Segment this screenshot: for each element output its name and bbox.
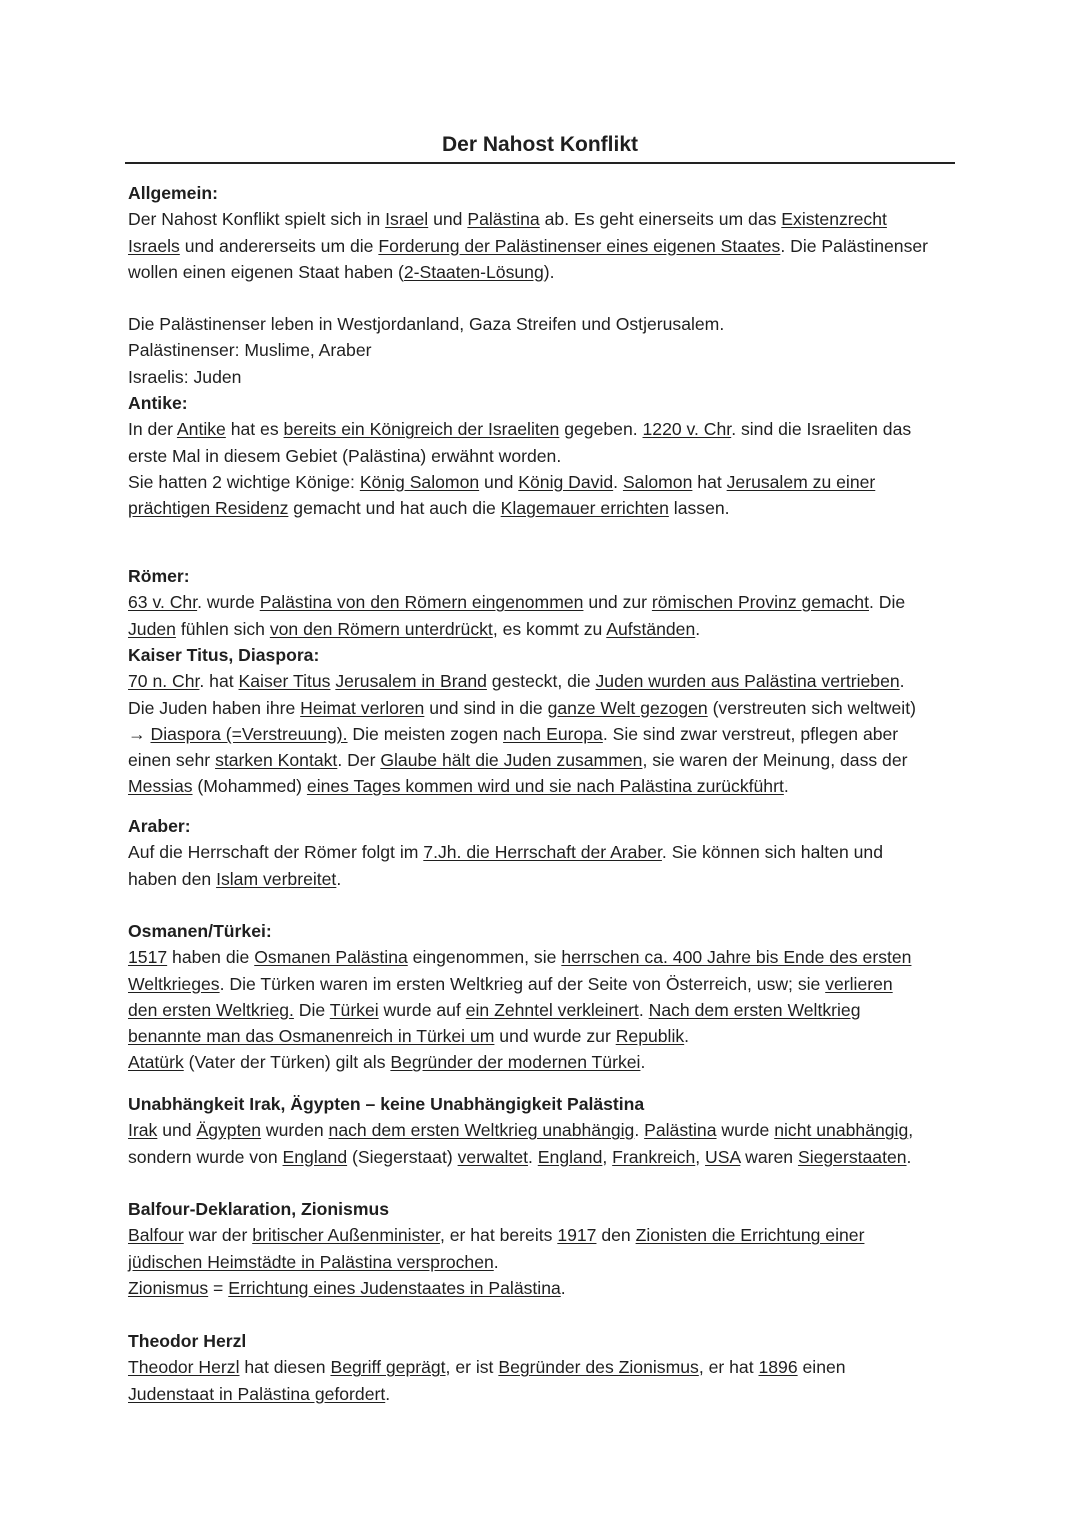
underlined-term: Juden (128, 618, 176, 639)
text-segment: . (336, 868, 342, 889)
text-line (128, 259, 958, 285)
text-segment: Auf die Herrschaft der Römer folgt im (128, 842, 424, 863)
underlined-term: 2-Staaten-Lösung (403, 261, 544, 282)
text-line (128, 1381, 958, 1407)
text-segment: . Sie sind zwar verstreut, pflegen aber (602, 723, 899, 744)
underlined-term: Balfour (128, 1225, 184, 1246)
text-segment: wurden (261, 1120, 329, 1141)
underlined-term: Israel (385, 209, 429, 230)
underlined-term: Salomon (622, 471, 693, 492)
underlined-term: Errichtung eines Judenstaates in Palästina (228, 1277, 561, 1298)
text-segment: . (638, 999, 649, 1020)
text-segment: , es kommt zu (492, 618, 607, 639)
text-line (128, 1144, 958, 1170)
underlined-term: Begriff geprägt (330, 1357, 446, 1378)
text-line (128, 206, 958, 232)
section (128, 918, 958, 1076)
section-heading: Osmanen/Türkei: (128, 921, 272, 941)
section-text (128, 642, 958, 800)
text-segment: wurde (716, 1120, 775, 1141)
text-segment: Die (293, 999, 330, 1020)
text-segment: gemacht und hat auch die (288, 498, 501, 519)
text-segment: . (899, 671, 905, 692)
text-segment: . (906, 1146, 912, 1167)
underlined-term: 7.Jh. die Herrschaft der Araber (423, 842, 662, 863)
section-heading: Kaiser Titus, Diaspora: (128, 645, 320, 665)
text-segment: . (684, 1026, 690, 1047)
text-line (128, 1222, 958, 1248)
underlined-term: Palästina (467, 209, 540, 230)
underlined-term: römischen Provinz gemacht (651, 592, 869, 613)
underlined-term: 1220 v. Chr (642, 419, 732, 440)
underlined-term: starken Kontakt (215, 750, 338, 771)
underlined-term: nach Europa (503, 723, 603, 744)
text-line (128, 773, 958, 799)
text-segment: . Die (869, 592, 906, 613)
section-text (128, 1196, 958, 1301)
underlined-term: Ägypten (196, 1120, 262, 1141)
text-line (128, 721, 958, 747)
underlined-term: Zionismus (128, 1277, 209, 1298)
section-text (128, 180, 958, 285)
text-segment: . (560, 1277, 566, 1298)
text-segment: und (157, 1120, 197, 1141)
text-segment: , er hat (698, 1357, 759, 1378)
text-segment: erste Mal in diesem Gebiet (Palästina) erwähnt worden. (128, 445, 562, 466)
underlined-term: benannte man das Osmanenreich in Türkei um (128, 1026, 495, 1047)
underlined-term: England (282, 1146, 348, 1167)
text-segment: , er ist (445, 1357, 499, 1378)
text-segment: den (596, 1225, 636, 1246)
section-text (128, 1328, 958, 1407)
text-segment: wollen einen eigenen Staat haben ( (128, 261, 404, 282)
text-segment: und andererseits um die (179, 235, 379, 256)
text-segment: . Der (337, 750, 381, 771)
text-segment: (Vater der Türken) gilt als (183, 1052, 391, 1073)
section-text (128, 390, 958, 521)
section (128, 180, 958, 285)
underlined-term: Jerusalem in Brand (335, 671, 487, 692)
text-segment: Die Palästinenser leben in Westjordanland, Gaza Streifen und Ostjerusalem. (128, 314, 725, 334)
text-segment: ab. Es geht einerseits um das (539, 209, 782, 230)
underlined-term: Irak (128, 1120, 158, 1141)
text-segment: . Die Palästinenser (780, 235, 929, 256)
text-line (128, 616, 958, 642)
text-line (128, 495, 958, 521)
underlined-term: Atatürk (128, 1052, 184, 1073)
section-text (128, 918, 958, 1076)
underlined-term: Nach dem ersten Weltkrieg (648, 999, 861, 1020)
section (128, 390, 958, 521)
text-segment: . (695, 618, 701, 639)
underlined-term: jüdischen Heimstädte in Palästina versprochen (128, 1251, 494, 1272)
underlined-term: Forderung der Palästinenser eines eigenen Staates (378, 235, 781, 256)
underlined-term: Zionisten die Errichtung einer (635, 1225, 865, 1246)
text-segment: wurde auf (378, 999, 466, 1020)
text-line (128, 233, 958, 259)
underlined-term: Glaube hält die Juden zusammen (380, 750, 643, 771)
text-segment: Israelis: Juden (128, 366, 242, 387)
underlined-term: Theodor Herzl (128, 1357, 240, 1378)
text-line (128, 747, 958, 773)
underlined-term: nach dem ersten Weltkrieg unabhängig (328, 1120, 635, 1141)
text-segment: , (602, 1146, 613, 1167)
underlined-term: Begründer der modernen Türkei (390, 1052, 641, 1073)
text-segment: waren (740, 1146, 798, 1167)
text-segment: fühlen sich (175, 618, 270, 639)
text-segment: war der (183, 1225, 253, 1246)
underlined-term: 1917 (557, 1225, 597, 1246)
underlined-term: nicht unabhängig (774, 1120, 909, 1141)
section-heading: Theodor Herzl (128, 1331, 247, 1351)
text-segment: (verstreuten sich weltweit) (707, 697, 916, 718)
underlined-term: Osmanen Palästina (254, 947, 408, 968)
underlined-term: USA (705, 1146, 741, 1167)
text-segment: Sie hatten 2 wichtige Könige: (128, 471, 360, 492)
text-line (128, 1117, 958, 1143)
text-segment: lassen. (668, 498, 730, 519)
section-heading: Allgemein: (128, 183, 218, 203)
text-line (128, 695, 958, 721)
section-heading: Unabhängkeit Irak, Ägypten – keine Unabhängigkeit Palästina (128, 1094, 645, 1114)
text-line (128, 1023, 958, 1049)
underlined-term: 1517 (128, 947, 168, 968)
text-segment: sondern wurde von (128, 1146, 283, 1167)
text-segment: . (385, 1383, 391, 1404)
text-segment: . sind die Israeliten das (731, 419, 912, 440)
underlined-term: Türkei (329, 999, 379, 1020)
underlined-term: Frankreich (612, 1146, 696, 1167)
section-heading: Römer: (128, 566, 190, 586)
underlined-term: verwaltet (457, 1146, 529, 1167)
text-line (128, 839, 958, 865)
text-segment: . (613, 471, 623, 492)
underlined-term: Palästina von den Römern eingenommen (259, 592, 584, 613)
text-line (128, 1354, 958, 1380)
underlined-term: eines Tages kommen wird und sie nach Palästina zurückführt (306, 776, 784, 797)
text-segment: . (528, 1146, 538, 1167)
underlined-term: Palästina (644, 1120, 717, 1141)
text-segment: haben den (128, 868, 217, 889)
text-segment: einen sehr (128, 750, 216, 771)
section (128, 1196, 958, 1301)
page-title: Der Nahost Konflikt (441, 133, 638, 156)
section (128, 563, 958, 642)
text-segment: und zur (583, 592, 652, 613)
section (128, 642, 958, 800)
underlined-term: Klagemauer errichten (500, 498, 669, 519)
section (128, 1091, 958, 1170)
underlined-term: England (537, 1146, 603, 1167)
underlined-term: König David (518, 471, 614, 492)
underlined-term: 1896 (758, 1357, 798, 1378)
section-heading: Araber: (128, 816, 191, 836)
text-line (128, 337, 958, 363)
text-segment: und wurde zur (494, 1026, 616, 1047)
underlined-term: Begründer des Zionismus (498, 1357, 699, 1378)
text-segment: Der Nahost Konflikt spielt sich in (128, 209, 386, 230)
underlined-term: Israels (128, 235, 180, 256)
text-segment: = (208, 1277, 229, 1298)
text-segment: einen (797, 1357, 846, 1378)
text-segment: . Die Türken waren im ersten Weltkrieg auf der Seite von Österreich, usw; sie (219, 973, 826, 994)
underlined-term: Republik (615, 1026, 685, 1047)
text-line (128, 443, 958, 469)
text-segment: . (783, 776, 789, 797)
text-segment: . (493, 1251, 499, 1272)
title-divider (125, 162, 955, 164)
text-segment: hat es (225, 419, 284, 440)
text-segment: eingenommen, sie (407, 947, 562, 968)
text-segment: (Siegerstaat) (347, 1146, 458, 1167)
text-line (128, 997, 958, 1023)
text-line (128, 971, 958, 997)
underlined-term: verlieren (825, 973, 893, 994)
text-segment: In der (128, 419, 177, 440)
underlined-term: von den Römern unterdrückt (269, 618, 493, 639)
section-heading: Antike: (128, 393, 188, 413)
text-segment: . (640, 1052, 646, 1073)
text-segment: → (128, 723, 151, 744)
underlined-term: Jerusalem zu einer (726, 471, 876, 492)
text-segment: . (634, 1120, 645, 1141)
text-segment: gegeben. (559, 419, 643, 440)
section (128, 1328, 958, 1407)
text-line (128, 364, 958, 390)
text-segment: und sind in die (424, 697, 548, 718)
text-segment: und (479, 471, 519, 492)
underlined-term: 70 n. Chr (128, 671, 200, 692)
text-segment: haben die (167, 947, 255, 968)
text-line (128, 1049, 958, 1075)
text-segment: Palästinenser: Muslime, Araber (128, 340, 372, 361)
text-segment: . Sie können sich halten und (661, 842, 883, 863)
underlined-term: Kaiser Titus (238, 671, 331, 692)
underlined-term: bereits ein Königreich der Israeliten (283, 419, 560, 440)
section-text (128, 813, 958, 892)
underlined-term: prächtigen Residenz (128, 498, 289, 519)
text-segment: . hat (199, 671, 239, 692)
text-line (128, 311, 958, 337)
underlined-term: Islam verbreitet (216, 868, 337, 889)
text-line (128, 866, 958, 892)
section-heading: Balfour-Deklaration, Zionismus (128, 1199, 390, 1219)
section-text (128, 1091, 958, 1170)
text-line (128, 416, 958, 442)
text-segment: ). (543, 261, 555, 282)
underlined-term: britischer Außenminister (252, 1225, 440, 1246)
text-segment: , er hat bereits (439, 1225, 558, 1246)
section (128, 813, 958, 892)
text-segment: gesteckt, die (486, 671, 596, 692)
text-segment: , sie waren der Meinung, dass der (642, 750, 908, 771)
section-text (128, 563, 958, 642)
underlined-term: Existenzrecht (781, 209, 887, 230)
section-text (128, 311, 958, 390)
underlined-term: Judenstaat in Palästina gefordert (128, 1383, 386, 1404)
text-segment: Die Juden haben ihre (128, 697, 301, 718)
underlined-term: Weltkrieges (128, 973, 220, 994)
underlined-term: ein Zehntel verkleinert (465, 999, 639, 1020)
underlined-term: Siegerstaaten (797, 1146, 907, 1167)
underlined-term: König Salomon (359, 471, 480, 492)
text-segment: Die meisten zogen (347, 723, 504, 744)
text-line (128, 589, 958, 615)
underlined-term: herrschen ca. 400 Jahre bis Ende des ersten (561, 947, 912, 968)
text-line (128, 1275, 958, 1301)
text-segment: , (908, 1120, 914, 1141)
text-segment: . wurde (197, 592, 260, 613)
underlined-term: Heimat verloren (300, 697, 425, 718)
underlined-term: den ersten Weltkrieg. (128, 999, 294, 1020)
underlined-term: Aufständen (606, 618, 696, 639)
text-segment: hat (692, 471, 727, 492)
underlined-term: Messias (128, 776, 193, 797)
underlined-term: ganze Welt gezogen (547, 697, 708, 718)
text-line (128, 1249, 958, 1275)
text-segment: (Mohammed) (192, 776, 307, 797)
text-segment: und (428, 209, 468, 230)
underlined-term: 63 v. Chr (128, 592, 198, 613)
underlined-term: Antike (176, 419, 226, 440)
text-segment: , (695, 1146, 706, 1167)
text-segment: hat diesen (239, 1357, 331, 1378)
underlined-term: Diaspora (=Verstreuung). (150, 723, 348, 744)
text-line (128, 668, 958, 694)
text-line (128, 469, 958, 495)
section (128, 311, 958, 390)
text-line (128, 944, 958, 970)
underlined-term: Juden wurden aus Palästina vertrieben (595, 671, 900, 692)
